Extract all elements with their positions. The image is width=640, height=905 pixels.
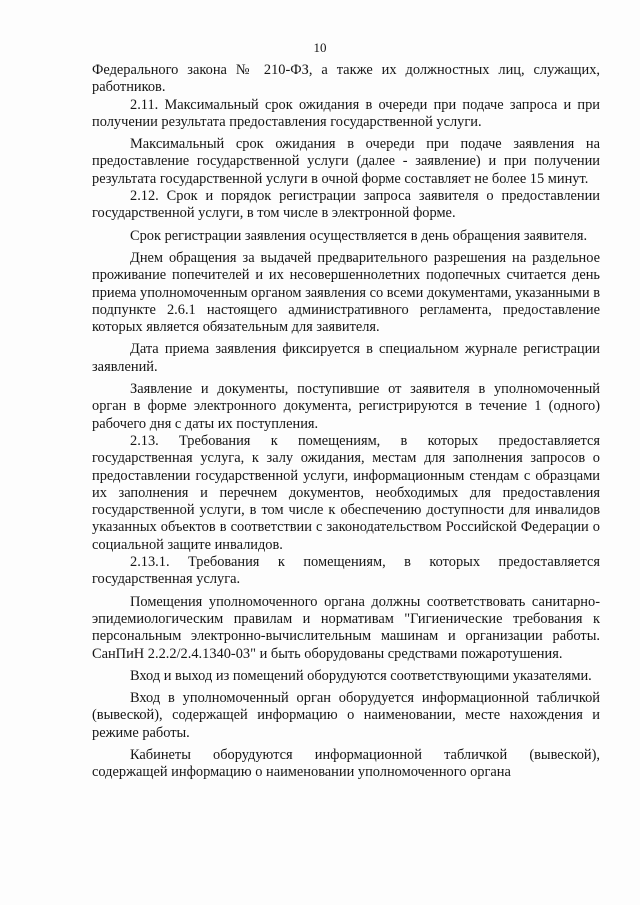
paragraph: Максимальный срок ожидания в очереди при подаче заявления на предоставление государственной услуги (далее - заявление) и при получении результата государственной услуги в очной форме составляет не более 15 минут. — [92, 136, 600, 187]
paragraph: 2.12. Срок и порядок регистрации запроса заявителя о предоставлении государственной услуги, в том числе в электронной форме. — [92, 188, 600, 222]
document-body — [92, 62, 600, 782]
paragraph: 2.13. Требования к помещениям, в которых предоставляется государственная услуга, к залу ожидания, местам для заполнения запросов о предоставлении государственной услуги, информационным стендам с образцами их заполнения и перечнем документов, необходимых для предоставления государственной услуги, в том числе к обеспечению доступности для инвалидов указанных объектов в соответствии с законодательством Российской Федерации о социальной защите инвалидов. — [92, 432, 600, 553]
paragraph: Заявление и документы, поступившие от заявителя в уполномоченный орган в форме электронного документа, регистрируются в течение 1 (одного) рабочего дня с даты их поступления. — [92, 381, 600, 432]
paragraph: Срок регистрации заявления осуществляется в день обращения заявителя. — [130, 227, 588, 244]
paragraph: Днем обращения за выдачей предварительного разрешения на раздельное проживание попечителей и их несовершеннолетних подопечных считается день приема уполномоченным органом заявления со всеми документами, указанными в подпункте 2.6.1 настоящего административного регламента, предоставление которых является обязательным для заявителя. — [92, 249, 600, 336]
paragraph: 2.13.1. Требования к помещениям, в которых предоставляется государственная услуга. — [92, 554, 600, 588]
paragraph: Вход в уполномоченный орган оборудуется информационной табличкой (вывеской), содержащей информацию о наименовании, месте нахождения и режиме работы. — [92, 690, 600, 741]
paragraph: 2.11. Максимальный срок ожидания в очереди при подаче запроса и при получении результата предоставления государственной услуги. — [92, 96, 600, 130]
page-number: 10 — [313, 40, 327, 55]
paragraph: Вход и выход из помещений оборудуются соответствующими указателями. — [130, 667, 592, 684]
paragraph: Дата приема заявления фиксируется в специальном журнале регистрации заявлений. — [92, 341, 600, 375]
paragraph: Федерального закона № 210-ФЗ, а также их должностных лиц, служащих, работников. — [92, 62, 600, 96]
paragraph: Кабинеты оборудуются информационной табличкой (вывеской), содержащей информацию о наименовании уполномоченного органа — [92, 746, 600, 781]
paragraph: Помещения уполномоченного органа должны соответствовать санитарно-эпидемиологическим правилам и нормативам "Гигиенические требования к персональным электронно-вычислительным машинам и организации работы. СанПиН 2.2.2/2.4.1340-03" и быть оборудованы средствами пожаротушения. — [92, 593, 600, 662]
